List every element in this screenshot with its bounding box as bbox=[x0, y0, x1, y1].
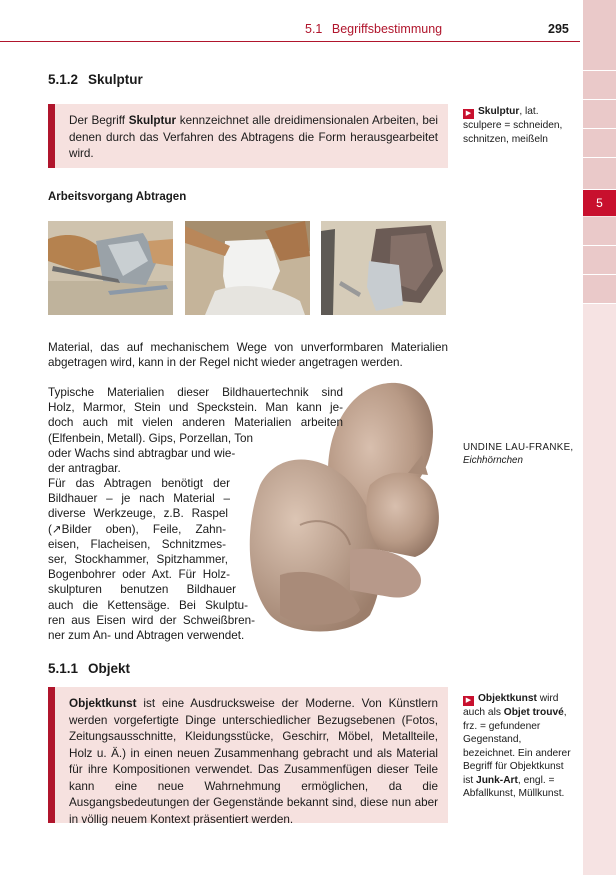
margin-note-term: Junk-Art bbox=[476, 774, 518, 786]
text-line: ser, Stockhammer, Spitzhammer, bbox=[48, 553, 228, 567]
chapter-tab-2[interactable] bbox=[583, 71, 616, 100]
process-photo-3 bbox=[321, 221, 446, 315]
process-photo-2 bbox=[185, 221, 310, 315]
header-section-number: 5.1 bbox=[305, 22, 323, 36]
arrow-icon: ▶ bbox=[463, 109, 474, 119]
section-heading-sculpture bbox=[48, 72, 143, 87]
text-line: (↗Bilder oben), Feile, Zahn- bbox=[48, 522, 226, 536]
running-header bbox=[305, 22, 442, 36]
definition-term: Skulptur bbox=[128, 114, 177, 127]
section-title: Skulptur bbox=[88, 72, 143, 87]
margin-note-text: wird auch als bbox=[463, 693, 559, 718]
margin-note-text: , frz. = gefundener Gegenstand, bezeichnet. Ein anderer Begriff für Objektkunst ist bbox=[463, 707, 571, 786]
chapter-tab-6[interactable] bbox=[583, 217, 616, 246]
definition-box-object bbox=[48, 687, 448, 826]
text-line: ner zum An- und Abtragen verwendet. bbox=[48, 629, 245, 643]
chapter-tab-pre[interactable] bbox=[583, 158, 616, 190]
paragraph-material: Material, das auf mechanischem Wege von unverformbaren Materialien abgetragen wird, kann in der Regel nicht wieder angetragen werden. bbox=[48, 341, 448, 370]
section-number: 5.1.2 bbox=[48, 72, 79, 87]
definition-text: ist eine Ausdrucksweise der Moderne. Von Künstlern werden vorgefertigte Dinge unterschiedlicher Bezugsebenen (Fotos, Zeitungsausschnitte, Kleidungsstücke, Geschirr, Möbel, Metallteile, Holz u. Ä.) in einen neuen Zusammenhang gebracht und als Material für ihre Kompositionen verwendet. Das Zusammenfügen dieser Teile kann eine neue Wahrnehmung ermöglichen, da die Ausgangsbedeutungen der Gegenstände bekannt sind, diese nun aber in völlig neuem Kontext präsentiert werden. bbox=[69, 697, 438, 826]
section-heading-object bbox=[48, 661, 130, 676]
chapter-tab-7[interactable] bbox=[583, 246, 616, 275]
text-line: oder Wachs sind abtragbar und wie- bbox=[48, 446, 236, 460]
paragraph-tools bbox=[48, 476, 255, 643]
section-number: 5.1.1 bbox=[48, 661, 79, 676]
definition-term: Objektkunst bbox=[69, 697, 137, 710]
definition-text: kennzeichnet alle dreidimensionalen Arbeiten, bei denen durch das Verfahren des Abtragens die Form herausgearbeitet wird. bbox=[69, 114, 438, 160]
margin-note-term: Skulptur bbox=[478, 106, 520, 117]
chapter-tab-4[interactable] bbox=[583, 129, 616, 158]
paragraph-typical-materials bbox=[48, 385, 343, 476]
text-line: skulpturen benutzen Bildhauer bbox=[48, 583, 236, 597]
chapter-tab-3[interactable] bbox=[583, 100, 616, 129]
margin-note-term: Objektkunst bbox=[478, 693, 537, 704]
text-line: (Elfenbein, Metall). Gips, Porzellan, Ton bbox=[48, 431, 254, 445]
text-line: diverse Werkzeuge, z.B. Raspel bbox=[48, 507, 228, 521]
definition-text: Der Begriff bbox=[69, 114, 129, 127]
header-rule bbox=[0, 41, 580, 42]
margin-note-sculpture bbox=[463, 105, 575, 146]
text-line: Für das Abtragen benötigt der bbox=[48, 477, 230, 490]
margin-note-text: , engl. = Abfallkunst, Müllkunst. bbox=[463, 774, 565, 799]
chapter-tab-1[interactable] bbox=[583, 0, 616, 71]
text-line: ren aus Eisen wird der Schweißbren- bbox=[48, 613, 255, 627]
header-section-title: Begriffsbestimmung bbox=[331, 22, 443, 36]
text-line: Typische Materialien dieser Bildhauertechnik sind bbox=[48, 386, 343, 399]
section-title: Objekt bbox=[88, 661, 131, 676]
text-line: Holz, Marmor, Stein und Speckstein. Man kann je- bbox=[48, 401, 343, 415]
text-line: doch auch mit vielen anderen Materialien arbeiten bbox=[48, 416, 343, 430]
margin-note-term: Objet trouvé bbox=[503, 707, 564, 718]
page-number: 295 bbox=[548, 22, 569, 36]
text-line: der antragbar. bbox=[48, 462, 121, 476]
margin-note-object bbox=[463, 692, 575, 801]
chapter-tab-8[interactable] bbox=[583, 275, 616, 304]
caption-artist: UNDINE LAU-FRANKE, bbox=[463, 442, 574, 453]
text-line: auch die Kettensäge. Bei Skulptu- bbox=[48, 598, 248, 612]
definition-box-sculpture bbox=[48, 104, 448, 168]
text-line: eisen, Flacheisen, Schnitzmes- bbox=[48, 537, 226, 551]
caption-work: Eichhörnchen bbox=[463, 455, 523, 466]
chapter-tab-active[interactable]: 5 bbox=[583, 190, 616, 216]
arrow-icon: ▶ bbox=[463, 696, 474, 706]
process-photo-1 bbox=[48, 221, 173, 315]
figure-caption bbox=[463, 441, 573, 467]
process-heading: Arbeitsvorgang Abtragen bbox=[48, 191, 187, 203]
text-line: Bogenbohrer oder Axt. Für Holz- bbox=[48, 568, 230, 582]
margin-note-text: , lat. sculpere = schneiden, schnitzen, meißeln bbox=[463, 106, 563, 145]
text-line: Bildhauer – je nach Material – bbox=[48, 492, 230, 506]
